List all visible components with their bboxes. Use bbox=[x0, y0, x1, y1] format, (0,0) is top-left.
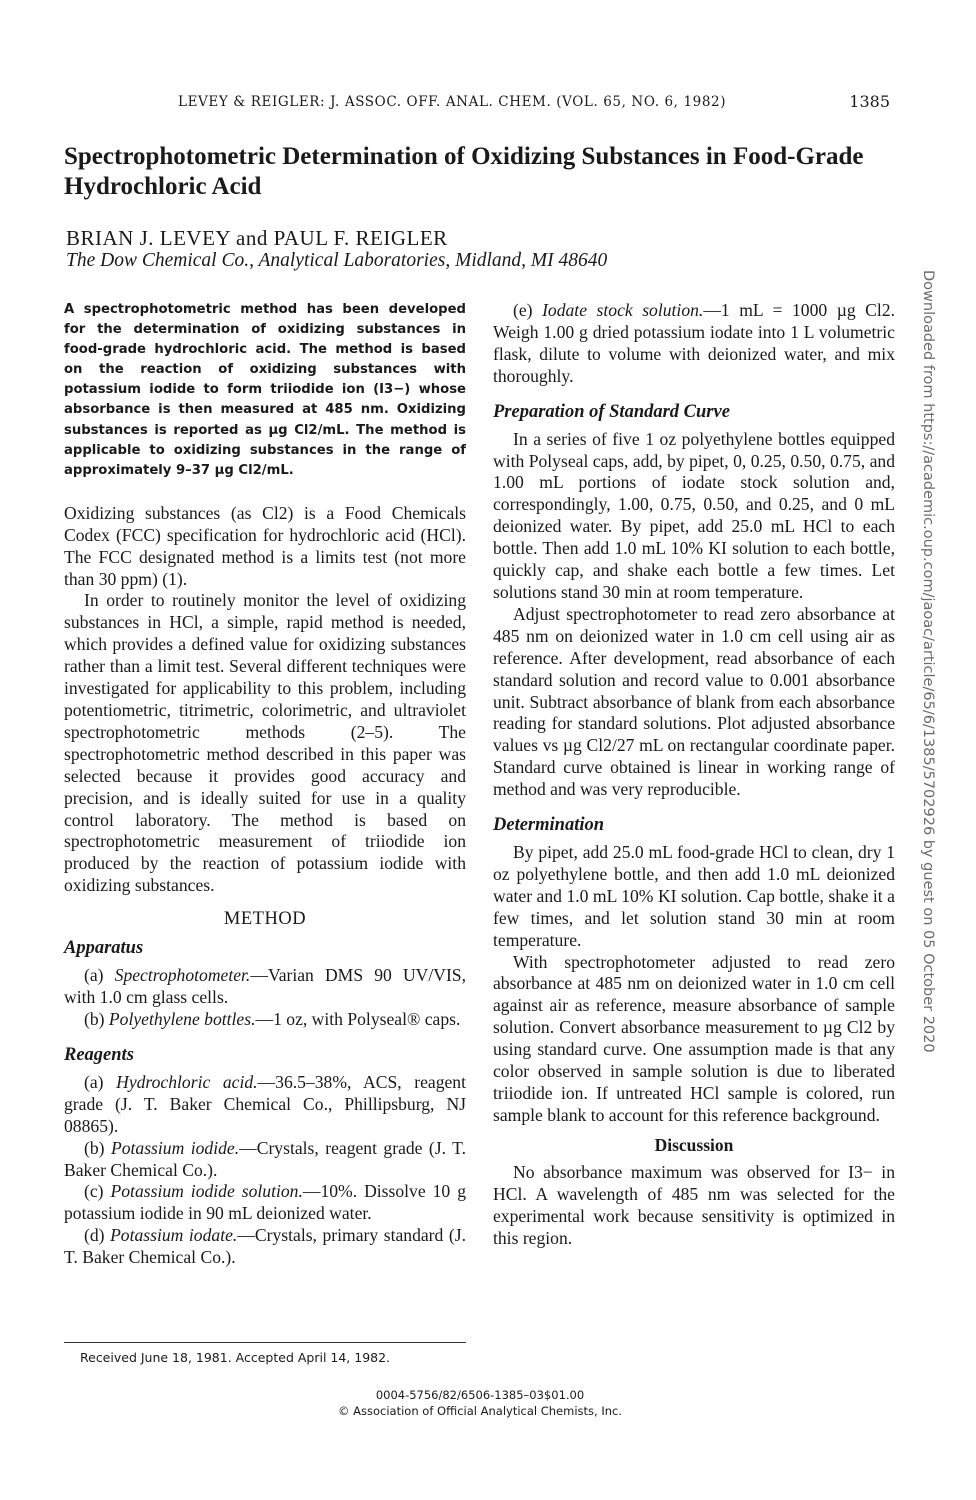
article-title: Spectrophotometric Determination of Oxidizing Substances in Food-Grade Hydrochloric Acid bbox=[64, 143, 864, 200]
authors: BRIAN J. LEVEY and PAUL F. REIGLER bbox=[66, 226, 448, 250]
reagent-item-d bbox=[64, 1225, 466, 1269]
item-label: (c) bbox=[84, 1181, 111, 1202]
item-text: —1 oz, with Polyseal® caps. bbox=[255, 1008, 461, 1029]
apparatus-heading: Apparatus bbox=[64, 938, 144, 959]
standard-curve-paragraph-2: Adjust spectrophotometer to read zero absorbance at 485 nm on deionized water in 1.0 cm cell using air as reference. After development, read absorbance of each standard solution and record value to 0.001 absorbance unit. Subtract absorbance of blank from each absorbance reading for standard solutions. Plot adjusted absorbance values vs µg Cl2/27 mL on rectangular coordinate paper. Standard curve obtained is linear in working range of method and was very reproducible. bbox=[493, 603, 895, 800]
item-label: (a) bbox=[84, 965, 115, 986]
method-heading: METHOD bbox=[223, 909, 307, 930]
reagents-heading: Reagents bbox=[64, 1044, 134, 1065]
abstract: A spectrophotometric method has been developed for the determination of oxidizing substances in food-grade hydrochloric acid. The method is based on the reaction of oxidizing substances with potassium iodide to form triiodide ion (I3−) whose absorbance is then measured at 485 nm. Oxidizing substances is reported as µg Cl2/mL. The method is applicable to oxidizing substances in the range of approximately 9–37 µg Cl2/mL. bbox=[64, 302, 466, 478]
discussion-heading: Discussion bbox=[654, 1134, 734, 1155]
item-label: (a) bbox=[84, 1071, 117, 1092]
reagent-item-a bbox=[64, 1072, 466, 1138]
item-text: —Crystals, primary standard (J. T. Baker Chemical Co.). bbox=[64, 1225, 466, 1268]
intro-paragraph-1: Oxidizing substances (as Cl2) is a Food Chemicals Codex (FCC) specification for hydrochloric acid (HCl). The FCC designated method is a limits test (not more than 30 ppm) (1). bbox=[64, 502, 466, 589]
determination-heading: Determination bbox=[493, 815, 605, 836]
apparatus-item-a bbox=[64, 965, 466, 1009]
reagent-item-b bbox=[64, 1138, 466, 1182]
item-label: (b) bbox=[84, 1008, 109, 1029]
item-name: Polyethylene bottles. bbox=[108, 1008, 256, 1029]
running-head-text: LEVEY & REIGLER: J. ASSOC. OFF. ANAL. CHEM. (VOL. 65, NO. 6, 1982) bbox=[178, 94, 727, 110]
received-note: Received June 18, 1981. Accepted April 14, 1982. bbox=[80, 1350, 391, 1365]
page-number: 1385 bbox=[849, 92, 890, 111]
determination-paragraph-1: By pipet, add 25.0 mL food-grade HCl to clean, dry 1 oz polyethylene bottle, and then add 1.0 mL deionized water and 1.0 mL 10% KI solution. Cap bottle, shake it a few times, and let solution stand 30 min at room temperature. bbox=[493, 842, 895, 950]
item-name: Iodate stock solution. bbox=[542, 300, 704, 320]
intro-paragraph-2: In order to routinely monitor the level of oxidizing substances in HCl, a simple, rapid method is needed, which provides a defined value for oxidizing substances rather than a limit test. Several different techniques were investigated for applicability to this problem, including potentiometric, titrimetric, colorimetric, and ultraviolet spectrophotometric methods (2–5). The spectrophotometric method described in this paper was selected because it provides good accuracy and precision, and is ideally suited for use in a quality control laboratory. The method is based on spectrophotometric measurement of triiodide ion produced by the reaction of potassium iodide with oxidizing substances. bbox=[64, 590, 466, 896]
standard-curve-heading: Preparation of Standard Curve bbox=[493, 401, 730, 422]
footer-copyright: © Association of Official Analytical Chemists, Inc. bbox=[338, 1404, 622, 1418]
item-name: Spectrophotometer. bbox=[114, 965, 251, 986]
apparatus-item-b bbox=[64, 1009, 466, 1031]
affiliation: The Dow Chemical Co., Analytical Laboratories, Midland, MI 48640 bbox=[66, 250, 608, 271]
item-label: (b) bbox=[84, 1137, 111, 1158]
running-head bbox=[60, 94, 890, 114]
item-text: —1 mL = 1000 µg Cl2. Weigh 1.00 g dried potassium iodate into 1 L volumetric flask, dilute to volume with deionized water, and mix thoroughly. bbox=[493, 300, 895, 386]
discussion-paragraph: No absorbance maximum was observed for I3− in HCl. A wavelength of 485 nm was selected for the experimental work because sensitivity is optimized in this region. bbox=[493, 1161, 895, 1248]
right-column bbox=[493, 300, 895, 1249]
item-label: (d) bbox=[84, 1225, 111, 1246]
item-name: Hydrochloric acid. bbox=[116, 1071, 258, 1092]
item-text: —Crystals, reagent grade (J. T. Baker Chemical Co.). bbox=[64, 1137, 467, 1180]
item-name: Potassium iodate. bbox=[110, 1225, 238, 1246]
item-text: —10%. Dissolve 10 g potassium iodide in 90 mL deionized water. bbox=[64, 1181, 466, 1224]
watermark-text: Downloaded from https://academic.oup.com/jaoac/article/65/6/1385/5702926 by guest on 05 October 2020 bbox=[920, 270, 936, 1053]
footer bbox=[300, 1387, 660, 1419]
standard-curve-paragraph-1: In a series of five 1 oz polyethylene bottles equipped with Polyseal caps, add, by pipet, 0, 0.25, 0.50, 0.75, and 1.00 mL portions of iodate stock solution and, correspondingly, 1.00, 0.75, 0.50, and 0.25, and 0 mL deionized water. By pipet, add 25.0 mL HCl to each bottle. Then add 1.0 mL 10% KI solution to each bottle, quickly cap, and shake each bottle a few times. Let solutions stand 30 min at room temperature. bbox=[493, 428, 895, 602]
item-text: —36.5–38%, ACS, reagent grade (J. T. Baker Chemical Co., Phillipsburg, NJ 08865). bbox=[64, 1071, 466, 1136]
reagent-item-c bbox=[64, 1181, 466, 1225]
item-text: —Varian DMS 90 UV/VIS, with 1.0 cm glass cells. bbox=[64, 965, 466, 1008]
left-column bbox=[64, 300, 466, 1269]
item-name: Potassium iodide. bbox=[110, 1137, 240, 1158]
download-watermark bbox=[920, 270, 958, 1300]
determination-paragraph-2: With spectrophotometer adjusted to read zero absorbance at 485 nm on deionized water in 1.0 cm cell against air as reference, measure absorbance of sample solution. Convert absorbance measurement to µg Cl2 by using standard curve. One assumption made is that any color observed in sample solution is due to liberated triiodide ion. If untreated HCl sample is colored, run sample blank to account for this reference background. bbox=[493, 951, 895, 1125]
item-label: (e) bbox=[513, 300, 543, 320]
footer-code: 0004-5756/82/6506-1385–03$01.00 bbox=[375, 1388, 585, 1402]
reagent-item-e bbox=[493, 300, 895, 388]
footnote-rule bbox=[64, 1342, 466, 1343]
item-name: Potassium iodide solution. bbox=[110, 1181, 303, 1202]
